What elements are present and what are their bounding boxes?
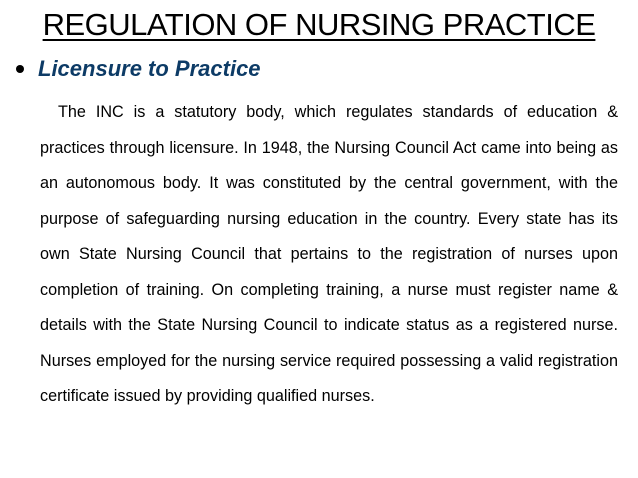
bullet-dot-icon	[16, 65, 24, 73]
body-paragraph: The INC is a statutory body, which regulates standards of education & practices through licensure. In 1948, the Nursing Council Act came into being as an autonomous body. It was constituted by the central government, with the purpose of safeguarding nursing education in the country. Every state has its own State Nursing Council that pertains to the registration of nurses upon completion of training. On completing training, a nurse must register name & details with the State Nursing Council to indicate status as a registered nurse. Nurses employed for the nursing service required possessing a valid registration certificate issued by providing qualified nurses.	[40, 103, 618, 405]
bullet-item	[16, 54, 261, 84]
slide-title: REGULATION OF NURSING PRACTICE	[42, 7, 596, 42]
bullet-heading: Licensure to Practice	[38, 56, 261, 81]
